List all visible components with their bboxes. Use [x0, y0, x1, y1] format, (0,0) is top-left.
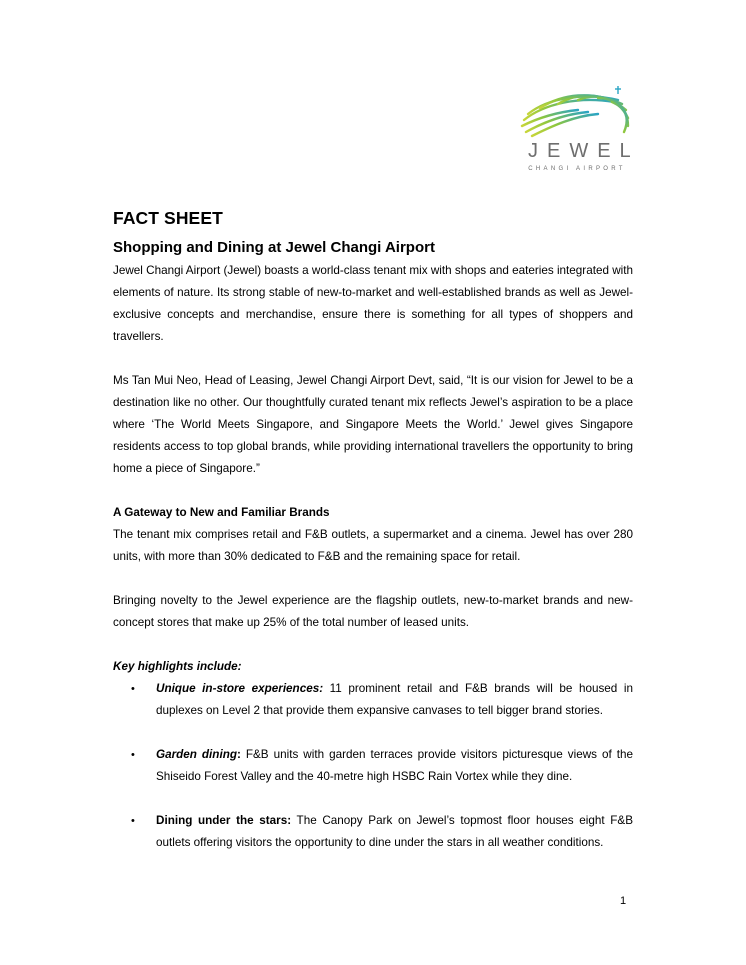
bullet-icon: • [131, 815, 135, 827]
tenant-mix-paragraph: The tenant mix comprises retail and F&B outlets, a supermarket and a cinema. Jewel has over 280 units, with more than 30% dedicated to F&B and the remaining space for retail. [113, 528, 633, 563]
bullet-lead: Garden dining [156, 748, 237, 761]
bullet-lead: Dining under the stars: [156, 814, 292, 827]
bullet-lead: Unique in-store experiences: [156, 682, 324, 695]
document-body [113, 208, 633, 876]
bullet-text: 11 prominent retail and F&B brands will be housed in duplexes on Level 2 that provide them expansive canvases to tell bigger brand stories. [156, 682, 633, 717]
bullet-text: F&B units with garden terraces provide visitors picturesque views of the Shiseido Forest Valley and the 40-metre high HSBC Rain Vortex while they dine. [156, 748, 633, 783]
bullet-icon: • [131, 683, 135, 695]
novelty-paragraph: Bringing novelty to the Jewel experience are the flagship outlets, new-to-market brands and new-concept stores that make up 25% of the total number of leased units. [113, 594, 633, 629]
section-heading: A Gateway to New and Familiar Brands [113, 506, 330, 519]
document-subtitle: Shopping and Dining at Jewel Changi Airport [113, 239, 435, 256]
intro-paragraph: Jewel Changi Airport (Jewel) boasts a world-class tenant mix with shops and eateries integrated with elements of nature. Its strong stable of new-to-market and well-established brands as well as Jewel-exclusive concepts and merchandise, ensure there is something for all types of shoppers and travellers. [113, 264, 633, 343]
bullet-icon: • [131, 749, 135, 761]
highlights-heading: Key highlights include: [113, 660, 242, 673]
jewel-dome-icon [518, 82, 630, 140]
quote-paragraph: Ms Tan Mui Neo, Head of Leasing, Jewel Changi Airport Devt, said, “It is our vision for Jewel to be a destination like no other. Our thoughtfully curated tenant mix reflects Jewel’s aspiration to be a place where ‘The World Meets Singapore, and Singapore Meets the World.’ Jewel gives Singapore residents access to top global brands, while providing international travellers the opportunity to bring home a piece of Singapore.” [113, 374, 633, 475]
list-item [113, 810, 633, 854]
bullet-text: The Canopy Park on Jewel’s topmost floor houses eight F&B outlets offering visitors the opportunity to dine under the stars in all weather conditions. [156, 814, 633, 849]
highlights-list [113, 678, 633, 854]
logo-wordmark: JEWEL [528, 140, 640, 162]
list-item [113, 744, 633, 788]
logo-subtitle: CHANGI AIRPORT [528, 166, 626, 172]
list-item [113, 678, 633, 722]
document-title: FACT SHEET [113, 208, 223, 228]
bullet-colon: : [236, 748, 241, 761]
page-number: 1 [620, 895, 627, 907]
jewel-logo [516, 82, 640, 178]
